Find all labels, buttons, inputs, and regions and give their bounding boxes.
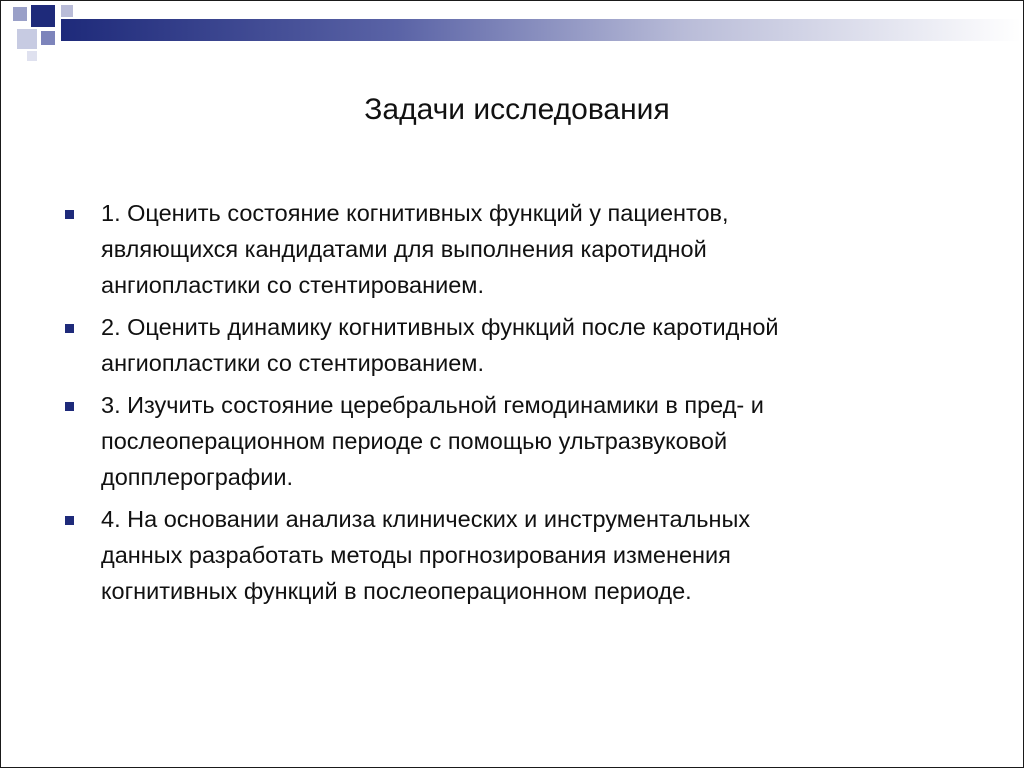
bullet-text-line: ангиопластики со стентированием. <box>101 350 484 376</box>
bullet-text-line: данных разработать методы прогнозирования изменения <box>101 542 731 568</box>
bullet-text-line: 3. Изучить состояние церебральной гемодинамики в пред- и <box>101 392 764 418</box>
deco-square <box>27 51 37 61</box>
bullet-text-line: 4. На основании анализа клинических и инструментальных <box>101 506 751 532</box>
bullet-item <box>61 387 961 495</box>
bullet-item <box>61 195 961 303</box>
bullet-text-line: ангиопластики со стентированием. <box>101 272 484 298</box>
deco-square <box>31 5 55 27</box>
square-bullet-icon <box>65 402 74 411</box>
deco-square <box>61 5 73 17</box>
square-bullet-icon <box>65 210 74 219</box>
deco-square <box>41 31 55 45</box>
deco-square <box>13 7 27 21</box>
bullet-text-line: допплерографии. <box>101 464 293 490</box>
bullet-text-line: являющихся кандидатами для выполнения каротидной <box>101 236 707 262</box>
bullet-text-line: 1. Оценить состояние когнитивных функций у пациентов, <box>101 200 729 226</box>
bullet-item <box>61 501 961 609</box>
square-bullet-icon <box>65 324 74 333</box>
bullet-text-line: когнитивных функций в послеоперационном периоде. <box>101 578 692 604</box>
bullet-text-line: 2. Оценить динамику когнитивных функций после каротидной <box>101 314 779 340</box>
bullet-item <box>61 309 961 381</box>
square-bullet-icon <box>65 516 74 525</box>
bullet-list <box>61 195 961 615</box>
slide-title: Задачи исследования <box>364 93 670 126</box>
header-gradient-bar <box>61 19 1021 41</box>
bullet-text-line: послеоперационном периоде с помощью ультразвуковой <box>101 428 728 454</box>
deco-square <box>17 29 37 49</box>
